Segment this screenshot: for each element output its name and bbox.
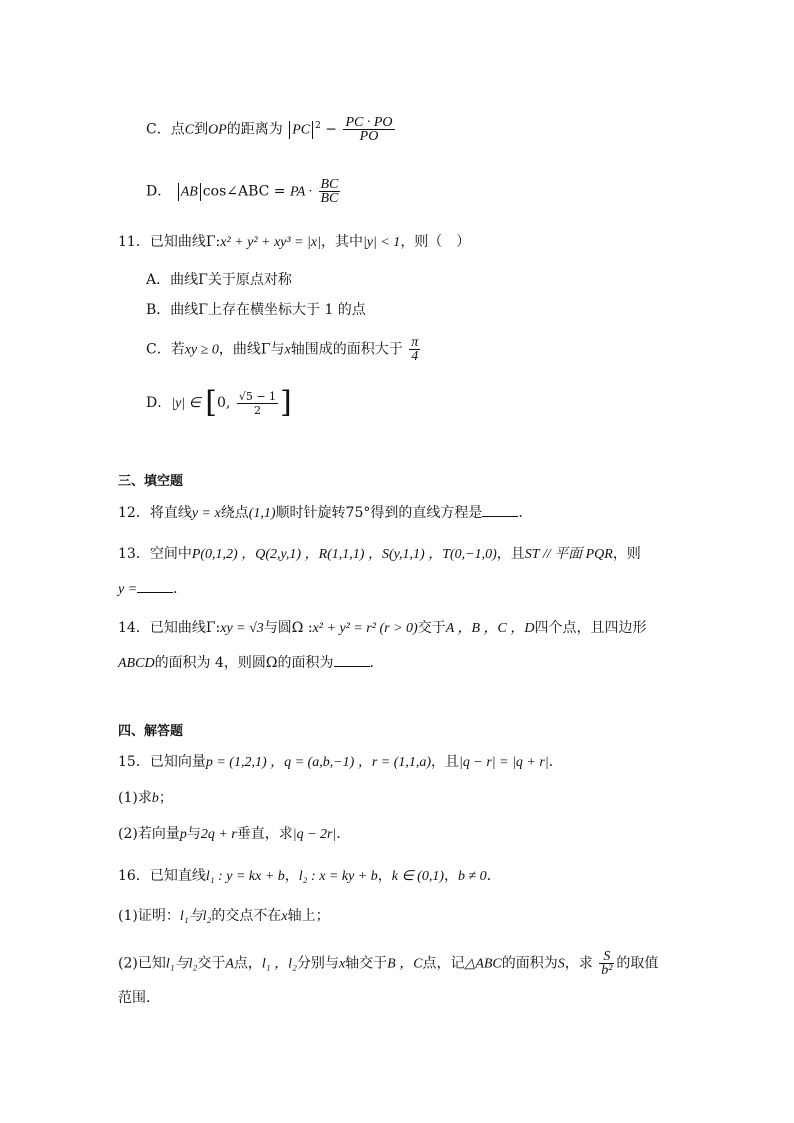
q16: 16．已知直线l₁ : y = kx + b，l₂ : x = ky + b，k ∈ (0,1)，b ≠ 0． bbox=[118, 868, 501, 884]
q10-d-fraction: $\frac{BC}{BC}$ bbox=[320, 177, 339, 206]
section-answer: 四、解答题 bbox=[118, 724, 184, 739]
q10-c-fraction: $\frac{PC \cdot PO}{PO}$ bbox=[345, 115, 393, 145]
q11-option-a: A．曲线Γ关于原点对称 bbox=[146, 272, 292, 288]
q14-line2: ABCD的面积为 4，则圆Ω的面积为 ． bbox=[118, 652, 384, 674]
q10-option-d: D． AB cos∠ABC = PA · $\frac{BC}{BC}$ bbox=[146, 177, 339, 206]
q11-option-b: B．曲线Γ上存在横坐标大于 1 的点 bbox=[146, 302, 366, 318]
q11-option-c: C．若xy ≥ 0，曲线Γ与x轴围成的面积大于 $\frac{\pi}{4}$ bbox=[146, 335, 419, 364]
q15-part1: (1)求b； bbox=[118, 790, 173, 806]
q15: 15．已知向量p = (1,2,1) ，q = (a,b,−1) ，r = (1,1,a)，且|q − r| = |q + r|． bbox=[118, 754, 563, 770]
section-fill-in: 三、填空题 bbox=[118, 474, 184, 489]
q16-part1: (1)证明：l₁与l₂的交点不在x轴上； bbox=[118, 908, 330, 924]
q10-option-c: C．点C到OP的距离为 PC $^2$ − $\frac{PC \cdot PO}{PO}$ bbox=[146, 115, 393, 145]
q11-stem: 11．已知曲线Γ:x² + y² + xy³ = |x|，其中|y| < 1，则（ ） bbox=[118, 234, 471, 250]
q16-part2-line2: 范围． bbox=[118, 990, 160, 1006]
q11-option-d: D．|y| ∈ [0, $\frac{√5 - 1}{2}$ ] bbox=[146, 385, 292, 420]
q15-part2: (2)若向量p与2q + r垂直，求|q − 2r|． bbox=[118, 826, 351, 842]
q13-line2: y = ． bbox=[118, 578, 187, 600]
q14-line1: 14．已知曲线Γ:xy = √3与圆Ω :x² + y² = r² (r > 0)交于A ，B ，C ，D四个点，且四边形 bbox=[118, 620, 647, 636]
q13-line1: 13．空间中P(0,1,2) ，Q(2,y,1) ，R(1,1,1) ，S(y,1,1) ，T(0,−1,0)，且ST // 平面 PQR，则 bbox=[118, 546, 641, 562]
q16-part2: (2)已知l₁与l₂交于A点，l₁ ，l₂分别与x轴交于B ，C点，记△ABC的面积为S，求 $\frac{S}{\text{b²}}$ 的取值 bbox=[118, 949, 659, 978]
q12: 12．将直线y = x绕点(1,1)顺时针旋转75°得到的直线方程是 ． bbox=[118, 502, 532, 524]
